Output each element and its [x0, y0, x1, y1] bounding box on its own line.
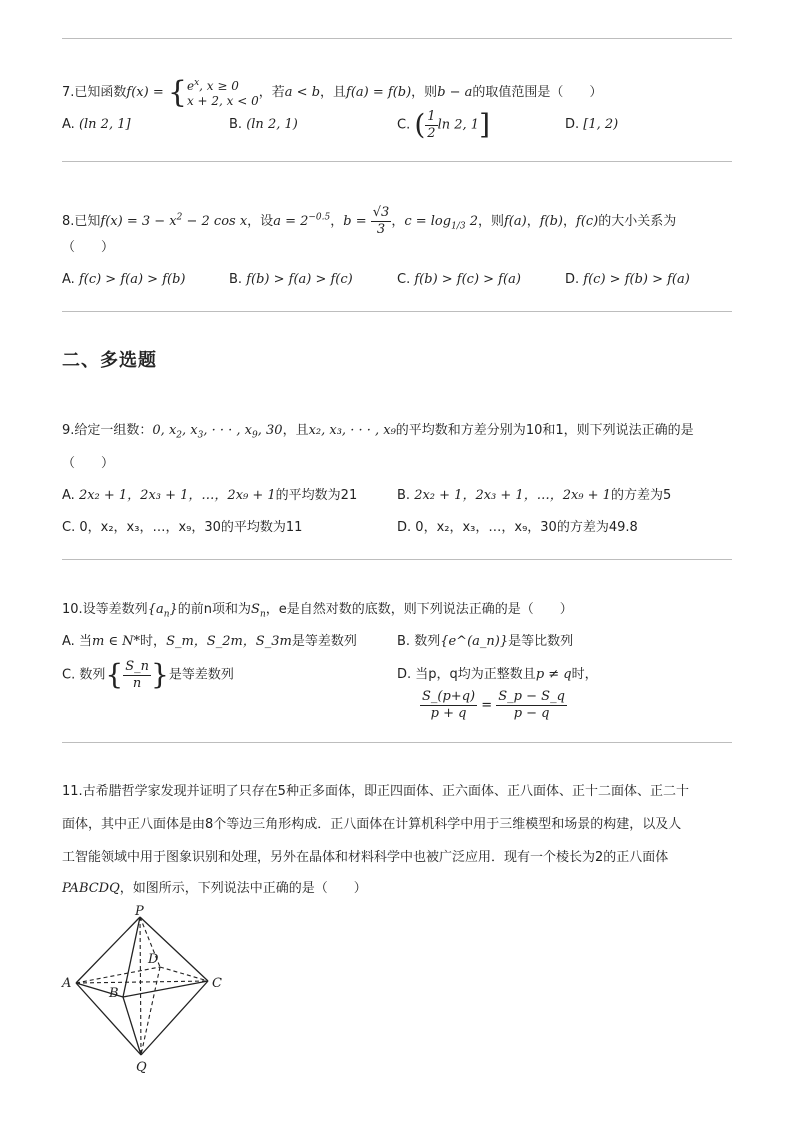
q9-option-b[interactable]: B. 2x₂ + 1，2x₃ + 1，…，2x₉ + 1的方差为5 [397, 488, 672, 503]
q11-line-3: 工智能领域中用于图象识别和处理，另外在晶体和材料科学中也被广泛应用．现有一个棱长为2的正八面体 [62, 850, 669, 865]
q7-option-c[interactable]: C. ( $\frac{1}{2}$ ln 2, 1] [397, 108, 490, 141]
divider [62, 38, 732, 39]
q10-option-d-formula: $\frac{S\_(p+q)}{p + q}$ = $\frac{S\_p - S\_q}{p - q}$ [422, 689, 565, 721]
q7-fx: f(x) = [126, 85, 164, 100]
q9-option-c[interactable]: C. 0，x₂，x₃，…，x₉，30的平均数为11 [62, 520, 303, 535]
vertex-label-D: D [148, 952, 159, 967]
divider [62, 311, 732, 312]
section-title: 二、多选题 [62, 350, 157, 371]
vertex-label-P: P [135, 905, 144, 919]
q10-option-c[interactable]: C. 数列{ $\frac{S\_n}{n}$ }是等差数列 [62, 658, 234, 691]
q7-stem: 7.已知函数f(x) = { $e^x$, x ≥ 0 x + 2, x < 0 ，若a < b，且f(a) = f(b)，则b − a的取值范围是（ ） [62, 74, 603, 110]
q10-option-d[interactable]: D. 当p，q均为正整数且p ≠ q时， [397, 667, 598, 682]
q7-case1: $e^x$, x ≥ 0 [186, 78, 239, 93]
q11-line-1: 11.古希腊哲学家发现并证明了只存在5种正多面体，即正四面体、正六面体、正八面体、正十二面体、正二十 [62, 784, 689, 799]
octahedron-figure [58, 905, 238, 1075]
q8-b-fraction: $\frac{√3}{3}$ [372, 205, 390, 237]
q7-case2: x + 2, x < 0 [186, 94, 259, 108]
vertex-label-A: A [62, 976, 72, 991]
q8-option-c[interactable]: C. f(b) > f(c) > f(a) [397, 272, 521, 287]
q10-option-a[interactable]: A. 当m ∈ N*时，S_m，S_2m，S_3m是等差数列 [62, 634, 357, 649]
q8-option-a[interactable]: A. f(c) > f(a) > f(b) [62, 272, 186, 287]
vertex-label-C: C [212, 976, 222, 991]
q10-option-c-fraction: $\frac{S\_n}{n}$ [125, 658, 149, 691]
q9-stem: 9.给定一组数：0, $x_2$, $x_3$, · · · , $x_9$, 30，且x₂, x₃, · · · , x₉的平均数和方差分别为10和1，则下列说法正确的是 [62, 423, 694, 441]
q7-option-a[interactable]: A. (ln 2, 1] [62, 117, 131, 132]
divider [62, 161, 732, 162]
q9-paren: （ ） [62, 456, 115, 471]
q7-option-b[interactable]: B. (ln 2, 1) [229, 117, 298, 132]
q10-option-b[interactable]: B. 数列{e^(a_n)}是等比数列 [397, 634, 574, 649]
vertex-label-B: B [109, 986, 119, 1001]
q8-option-b[interactable]: B. f(b) > f(a) > f(c) [229, 272, 353, 287]
q8-paren: （ ） [62, 240, 115, 255]
q7-stem-text: 7.已知函数 [62, 85, 127, 100]
q7-option-d[interactable]: D. [1, 2) [565, 117, 619, 132]
q11-line-4: PABCDQ，如图所示，下列说法中正确的是（ ） [62, 881, 367, 896]
q9-option-a[interactable]: A. 2x₂ + 1，2x₃ + 1，…，2x₉ + 1的平均数为21 [62, 488, 358, 503]
vertex-label-Q: Q [136, 1060, 147, 1075]
q7-option-c-fraction: $\frac{1}{2}$ [427, 108, 436, 141]
q8-stem: 8.已知$f(x) = 3 - x^2 - 2$ cos x，设$a = 2^{-0.5}$，b = $\frac{√3}{3}$ ，$c = \log_{1/3} 2$，则f(a)，f(b)，f(c)的大小关系为 [62, 205, 677, 237]
q11-line-2: 面体，其中正八面体是由8个等边三角形构成．正八面体在计算机科学中用于三维模型和场景的构建，以及人 [62, 817, 682, 832]
q7-piecewise: { $e^x$, x ≥ 0 x + 2, x < 0 [167, 74, 259, 110]
q9-option-d[interactable]: D. 0，x₂，x₃，…，x₉，30的方差为49.8 [397, 520, 638, 535]
q8-option-d[interactable]: D. f(c) > f(b) > f(a) [565, 272, 690, 287]
q10-stem: 10.设等差数列$\{a_n\}$的前n项和为$S_n$，e是自然对数的底数，则下列说法正确的是（ ） [62, 602, 573, 620]
divider [62, 559, 732, 560]
divider [62, 742, 732, 743]
